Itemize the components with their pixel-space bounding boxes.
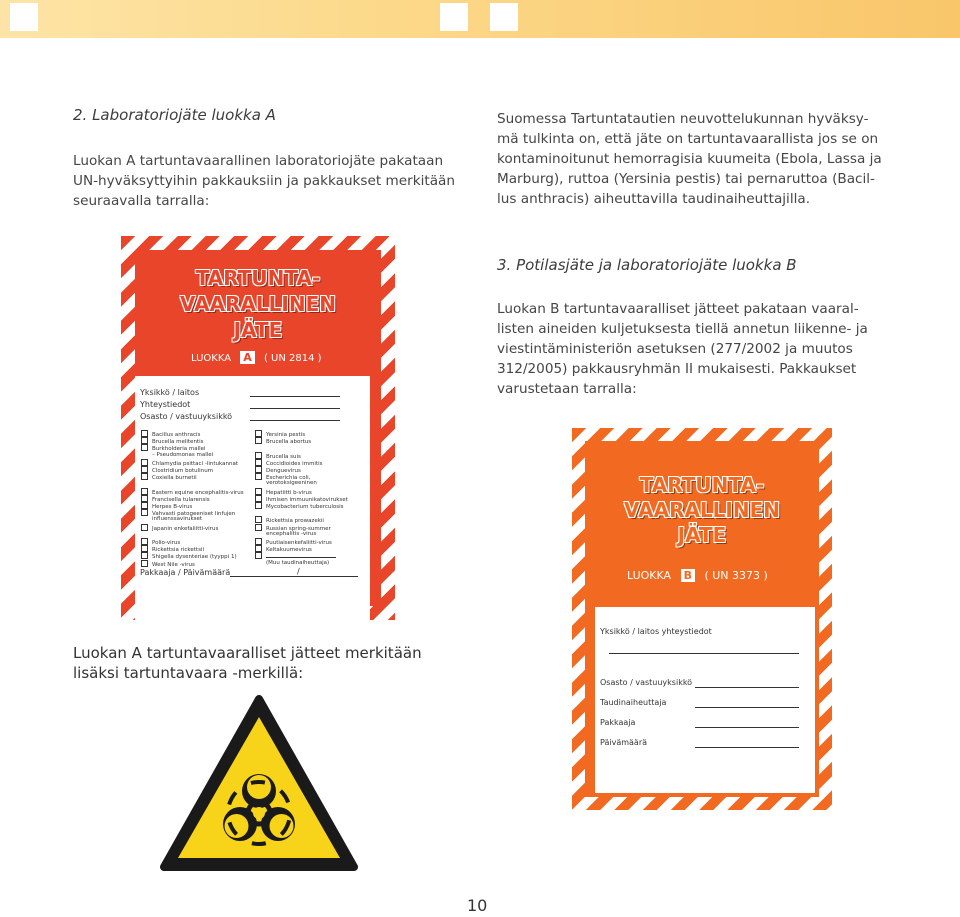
footer-slash: / bbox=[297, 567, 300, 576]
para-line: viestintäministeriön asetuksen (277/2002 ja muutos bbox=[497, 341, 853, 357]
label-a-form bbox=[135, 376, 370, 626]
checklist-item bbox=[255, 560, 329, 568]
checklist-label: Russian spring-summer bbox=[266, 525, 331, 532]
checkbox[interactable] bbox=[255, 437, 262, 444]
checklist-label: Ihmisen immuunikatovirukset bbox=[266, 496, 348, 503]
label-a-class-row bbox=[191, 351, 322, 364]
intro-line: Luokan A tartuntavaarallinen laboratoriojäte pakataan bbox=[73, 153, 444, 169]
checkbox[interactable] bbox=[141, 552, 148, 559]
checkbox[interactable] bbox=[141, 524, 148, 531]
checkbox[interactable] bbox=[255, 488, 262, 495]
para-line: listen aineiden kuljetuksesta tiellä annetun liikenne- ja bbox=[497, 321, 868, 337]
checkbox[interactable] bbox=[141, 473, 148, 480]
checklist-label: influenssavirukset bbox=[152, 516, 203, 523]
checkbox[interactable] bbox=[255, 466, 262, 473]
luokka-label: LUOKKA bbox=[191, 353, 232, 364]
checklist-label: Brucella suis bbox=[266, 453, 301, 460]
checkbox[interactable] bbox=[255, 516, 262, 523]
footer-label: Pakkaaja / Päivämäärä bbox=[140, 568, 231, 577]
checklist-label: Hepatiitti b-virus bbox=[266, 489, 312, 496]
page-number: 10 bbox=[467, 896, 488, 915]
checklist-label: Mycobacterium tuberculosis bbox=[266, 504, 344, 510]
checklist-label: West Nile -virus bbox=[152, 561, 195, 568]
checklist-label: Francisella tularensis bbox=[152, 496, 210, 503]
checklist-label: Japanin enkefaliitti-virus bbox=[152, 525, 219, 532]
checklist-label: Coccidioides immitis bbox=[266, 460, 323, 467]
checklist-label: Burkholderia mallei bbox=[152, 446, 206, 453]
checklist-label: – Pseudomonas mallei bbox=[152, 451, 214, 458]
biohazard-sign bbox=[160, 695, 358, 877]
checklist-label: encephalitis -virus bbox=[266, 530, 317, 537]
class-letter-badge: B bbox=[681, 569, 695, 582]
checkbox[interactable] bbox=[255, 552, 262, 559]
checkbox[interactable] bbox=[255, 502, 262, 509]
field-line bbox=[695, 687, 799, 688]
checklist-item bbox=[255, 502, 344, 512]
checkbox[interactable] bbox=[141, 509, 148, 516]
checkbox[interactable] bbox=[255, 538, 262, 545]
checklist-label: Puutiaisenkefaliitti-virus bbox=[266, 540, 332, 546]
field-line bbox=[695, 707, 799, 708]
header-square bbox=[440, 3, 468, 31]
checklist-label: Brucella abortus bbox=[266, 439, 312, 446]
checklist-label: Coxiella burnetii bbox=[152, 475, 197, 482]
checklist-item bbox=[141, 524, 218, 534]
checklist-label: (Muu taudinaiheuttaja) bbox=[266, 559, 330, 566]
checklist-label: Keltakuumevirus bbox=[266, 547, 312, 554]
para-line: Marburg), ruttoa (Yersinia pestis) tai pernaruttoa (Bacil- bbox=[497, 171, 875, 187]
checkbox[interactable] bbox=[141, 430, 148, 437]
label-b-panel bbox=[585, 441, 819, 797]
field-line bbox=[250, 396, 340, 397]
section-b-title: 3. Potilasjäte ja laboratoriojäte luokka B bbox=[497, 256, 797, 274]
caption-line: lisäksi tartuntavaara -merkillä: bbox=[73, 664, 304, 682]
para-line: mä tulkinta on, että jäte on tartuntavaarallista jos se on bbox=[497, 131, 879, 147]
field-line bbox=[695, 747, 799, 748]
biohazard-caption bbox=[73, 643, 473, 683]
label-a-title-line: VAARALLINEN bbox=[179, 292, 337, 316]
luokka-label: LUOKKA bbox=[627, 569, 672, 582]
field-label: Osasto / vastuuyksikkö bbox=[140, 412, 233, 421]
checklist-label: Rickettsia rickettsii bbox=[152, 547, 204, 554]
label-a-title-line: JÄTE bbox=[233, 318, 283, 342]
para-line: Luokan B tartuntavaaralliset jätteet pakataan vaaral- bbox=[497, 301, 859, 317]
field-line bbox=[609, 653, 799, 654]
checklist-label: Yersinia pestis bbox=[266, 432, 306, 438]
checkbox[interactable] bbox=[255, 473, 262, 480]
label-b-form bbox=[595, 607, 815, 793]
section-a-continuation bbox=[497, 109, 897, 209]
label-b-title-line: JÄTE bbox=[677, 523, 727, 547]
header-band bbox=[0, 0, 960, 38]
checklist-label: Escherichia coli, bbox=[266, 475, 311, 482]
para-line: kontaminoitunut hemorragisia kuumeita (Ebola, Lassa ja bbox=[497, 151, 882, 167]
checkbox[interactable] bbox=[255, 430, 262, 437]
intro-line: UN-hyväksyttyihin pakkauksiin ja pakkaukset merkitään bbox=[73, 173, 455, 189]
caption-line: Luokan A tartuntavaaralliset jätteet merkitään bbox=[73, 644, 422, 662]
label-a-panel bbox=[135, 250, 381, 606]
checkbox[interactable] bbox=[141, 538, 148, 545]
checkbox[interactable] bbox=[141, 495, 148, 502]
section-b-text bbox=[497, 299, 897, 399]
para-line: lus anthracis) aiheuttavilla taudinaiheuttajilla. bbox=[497, 191, 811, 207]
para-line: Suomessa Tartuntatautien neuvottelukunnan hyväksy- bbox=[497, 111, 869, 127]
field-line bbox=[250, 420, 340, 421]
checkbox[interactable] bbox=[141, 560, 148, 567]
checklist-label: Herpes B-virus bbox=[152, 504, 193, 510]
checkbox[interactable] bbox=[141, 459, 148, 466]
label-a-title-line: TARTUNTA- bbox=[195, 266, 321, 290]
field-line bbox=[695, 727, 799, 728]
field-label: Yhteystiedot bbox=[140, 400, 191, 409]
checklist-label: Shigella dysenteriae (tyyppi 1) bbox=[152, 554, 237, 561]
checkbox[interactable] bbox=[141, 444, 148, 451]
class-letter-badge: A bbox=[240, 351, 255, 364]
checkbox[interactable] bbox=[255, 452, 262, 459]
section-a-title: 2. Laboratoriojäte luokka A bbox=[73, 106, 276, 124]
checklist-label: verotoksigeeninen bbox=[266, 480, 317, 487]
checkbox[interactable] bbox=[255, 459, 262, 466]
checklist-label: Chlamydia psittaci -lintukannat bbox=[152, 460, 238, 467]
checklist-label: Clostridium botulinum bbox=[152, 468, 214, 474]
header-square bbox=[490, 3, 518, 31]
label-b-title-line: TARTUNTA- bbox=[639, 473, 765, 497]
checklist-label: Rickettsia prowazekii bbox=[266, 518, 324, 525]
checkbox[interactable] bbox=[141, 488, 148, 495]
label-b-title-line: VAARALLINEN bbox=[623, 498, 781, 522]
para-line: 312/2005) pakkausryhmän II mukaisesti. Pakkaukset bbox=[497, 361, 857, 377]
checklist-label: Vahvasti patogeeniset linfujen bbox=[152, 511, 236, 518]
checkbox[interactable] bbox=[141, 466, 148, 473]
header-square bbox=[10, 3, 38, 31]
label-class-a bbox=[121, 236, 395, 620]
checkbox[interactable] bbox=[141, 502, 148, 509]
un-code: ( UN 3373 ) bbox=[704, 569, 768, 582]
field-label: Yksikkö / laitos bbox=[140, 388, 200, 397]
checklist-label: Polio-virus bbox=[152, 540, 181, 546]
field-line bbox=[250, 408, 340, 409]
field-label: Pakkaaja bbox=[600, 718, 636, 727]
checklist-label: Brucella melitentis bbox=[152, 439, 204, 446]
label-class-b bbox=[572, 428, 832, 810]
field-label: Taudinaiheuttaja bbox=[600, 698, 667, 707]
checklist-label: Bacillus anthracis bbox=[152, 432, 201, 438]
footer-line bbox=[230, 576, 358, 577]
checkbox[interactable] bbox=[255, 545, 262, 552]
checkbox[interactable] bbox=[255, 495, 262, 502]
field-label: Yksikkö / laitos yhteystiedot bbox=[600, 627, 712, 636]
label-b-class-row bbox=[627, 569, 768, 582]
checkbox[interactable] bbox=[255, 524, 262, 531]
un-code: ( UN 2814 ) bbox=[263, 353, 322, 364]
checklist-label: Eastern equine encephalitis-virus bbox=[152, 489, 244, 496]
checkbox[interactable] bbox=[141, 545, 148, 552]
para-line: varustetaan tarralla: bbox=[497, 381, 637, 397]
field-label: Päivämäärä bbox=[600, 738, 648, 747]
section-a-intro bbox=[73, 151, 473, 211]
checklist-label: Denguevirus bbox=[266, 468, 301, 474]
checkbox[interactable] bbox=[141, 437, 148, 444]
other-pathogen-line bbox=[266, 557, 336, 558]
intro-line: seuraavalla tarralla: bbox=[73, 193, 210, 209]
field-label: Osasto / vastuuyksikkö bbox=[600, 678, 693, 687]
